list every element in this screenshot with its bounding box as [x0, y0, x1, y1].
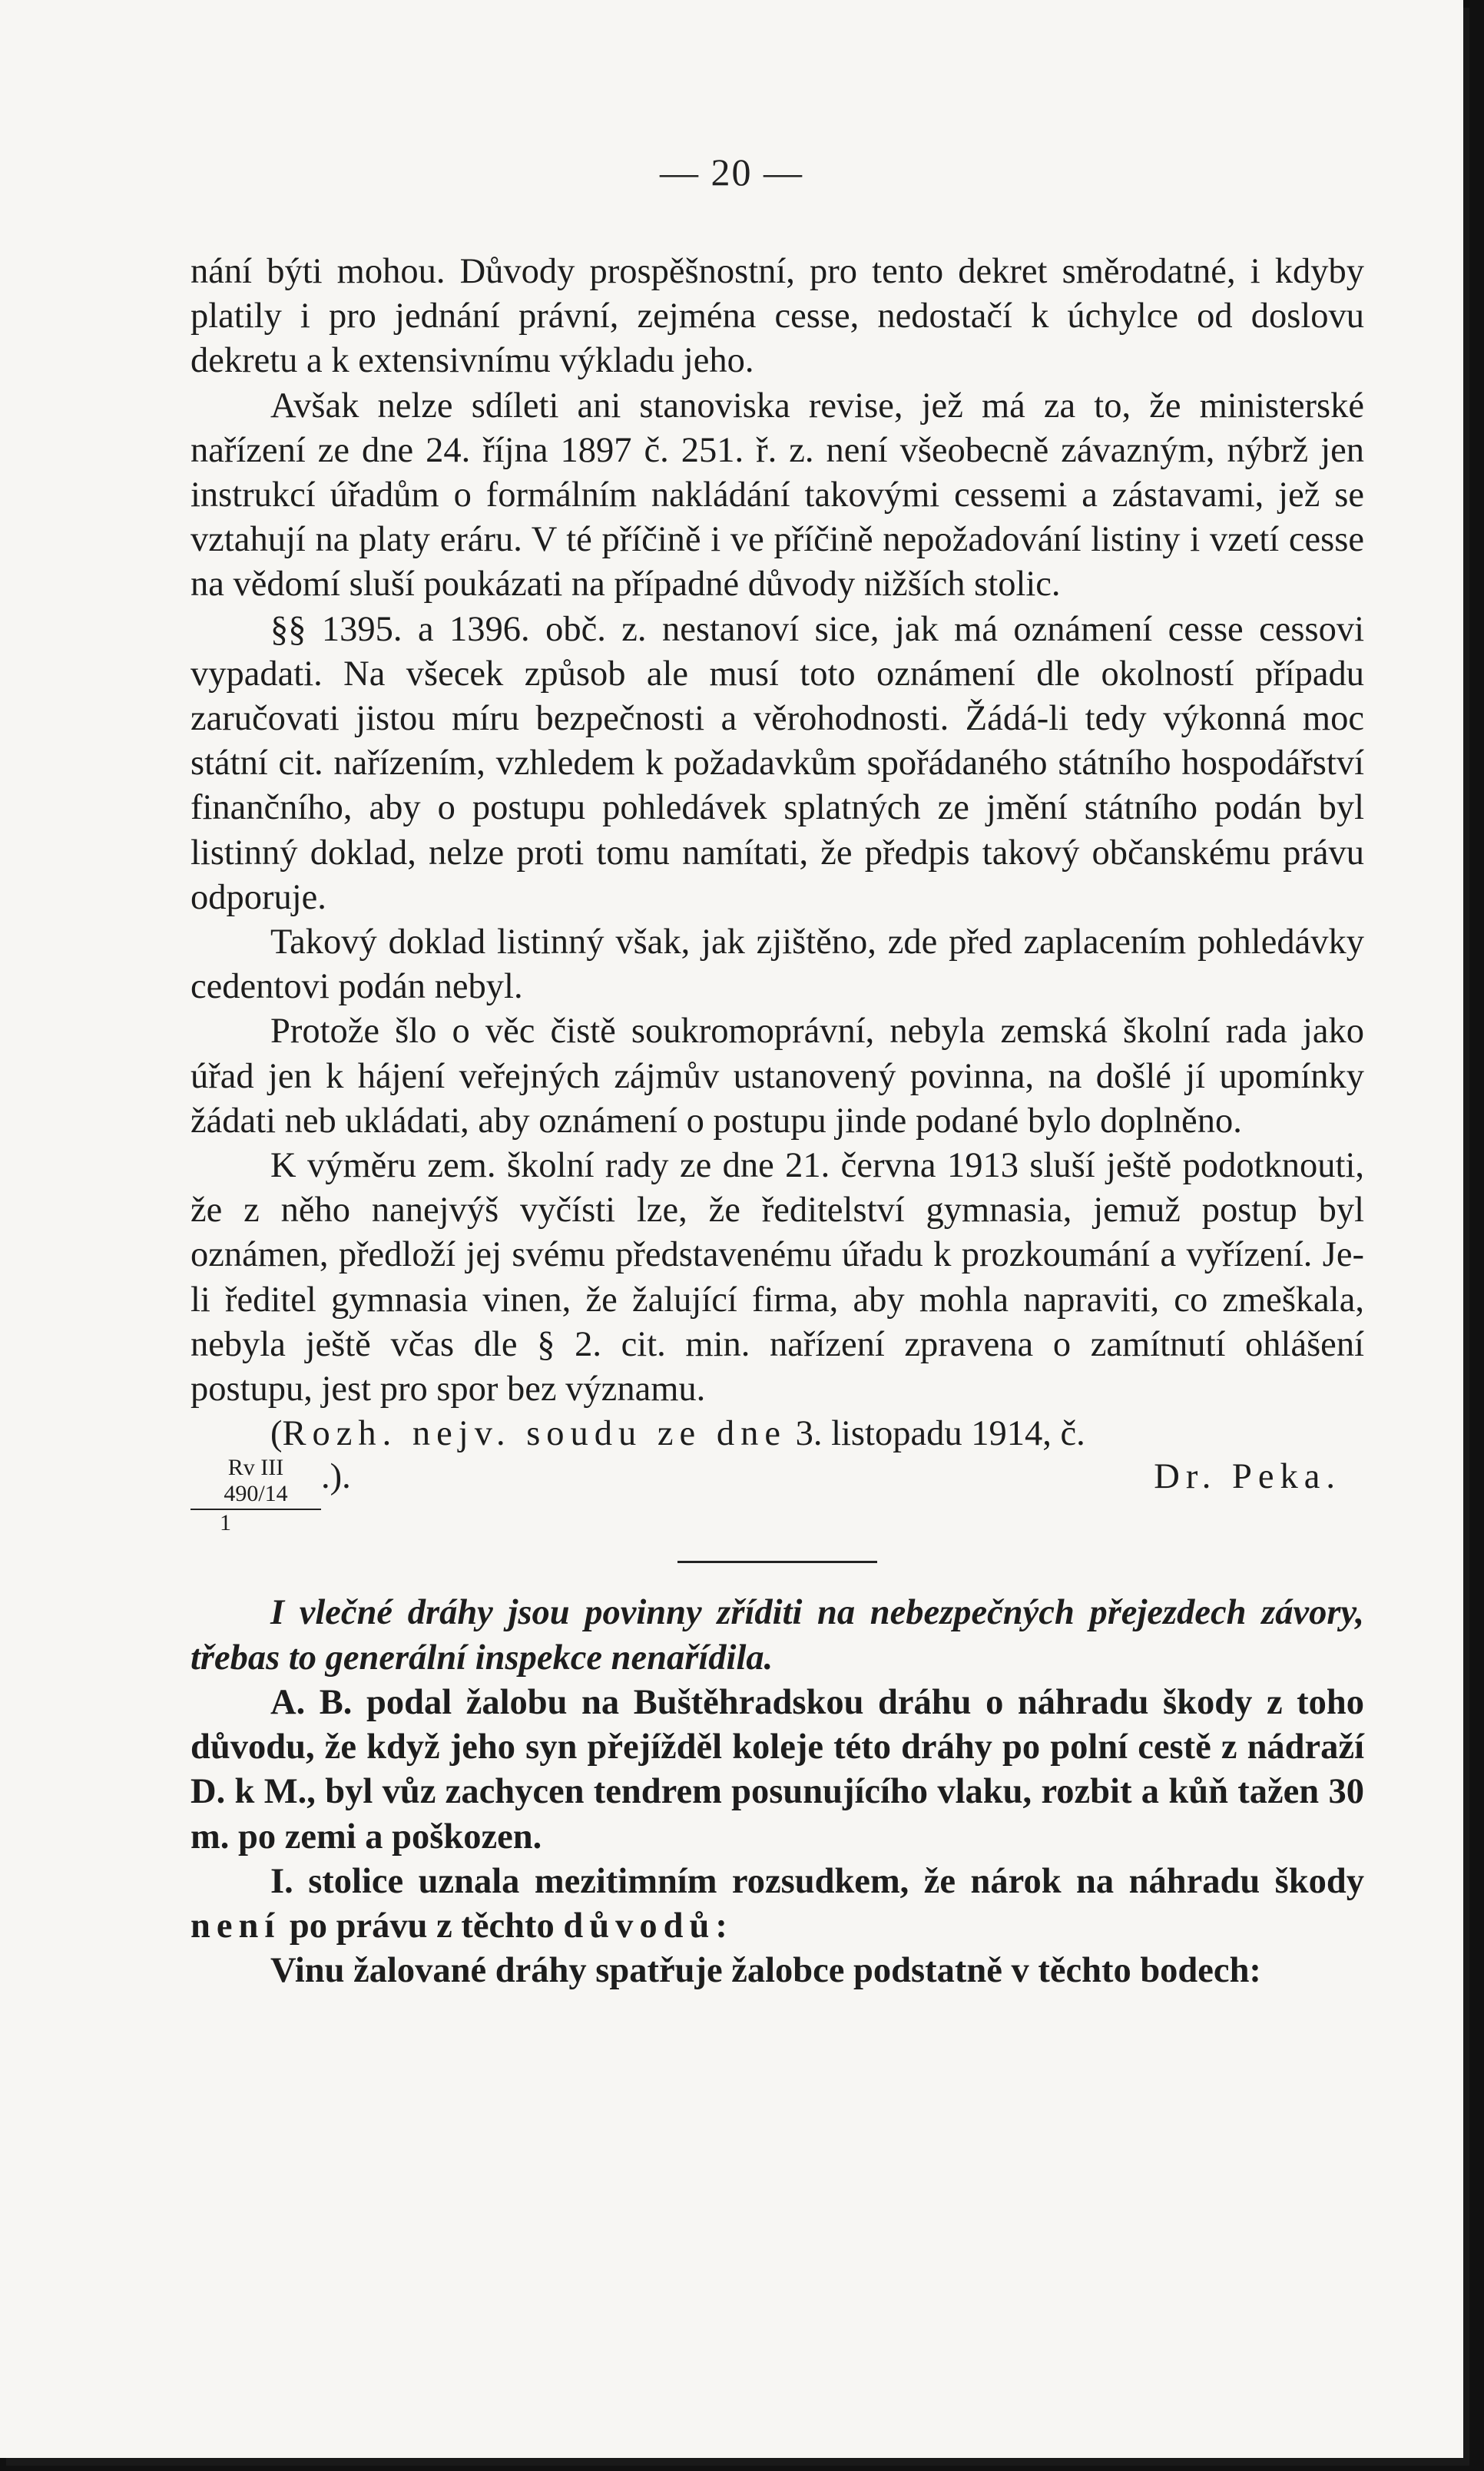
paragraph-first-instance	[190, 1860, 1364, 1949]
citation-close: .).	[321, 1457, 351, 1497]
citation-court: Rozh. nejv. soudu ze dne	[282, 1414, 787, 1454]
paragraph-doklad: Takový doklad listinný však, jak zjištěno, zde před zaplacením pohledávky cedentovi podán nebyl.	[190, 922, 1364, 1007]
paragraph-zaloba: A. B. podal žalobu na Buštěhradskou dráhu o náhradu škody z toho důvodu, že když jeho syn přejížděl koleje této dráhy po polní cestě z nádraží D. k M., byl vůz zachycen tendrem posunujícího vlaku, rozbit a kůň tažen 30 m. po zemi a poškozen.	[190, 1682, 1364, 1857]
paragraph-cesse-notice: §§ 1395. a 1396. obč. z. nestanoví sice, jak má oznámení cesse cessovi vypadati. Na všecek způsob ale musí toto oznámení dle okolností případu zaručovati jistou míru bezpečnosti a věrohodnosti. Žádá-li tedy výkonná moc státní cit. nařízením, vzhledem k požadavkům spořádaného státního hospodářství finančního, aby o postupu pohledávek splatných ze jmění státního podán byl listinný doklad, nelze proti tomu namítati, že předpis takový občanskému právu odporuje.	[190, 609, 1364, 917]
first-instance-spaced-duvodu: důvodů:	[563, 1906, 734, 1946]
paragraph-vina: Vinu žalované dráhy spatřuje žalobce podstatně v těchto bodech:	[270, 1951, 1261, 1991]
citation-open-paren: (	[270, 1414, 283, 1454]
paragraph-skolni-rada: Protože šlo o věc čistě soukromoprávní, nebyla zemská školní rada jako úřad jen k hájení veřejných zájmův ustanovený povinna, na došlé jí upomínky žádati neb ukládati, aby oznámení o postupu jinde podané bylo doplněno.	[190, 1012, 1364, 1141]
case-headnote: I vlečné dráhy jsou povinny zříditi na nebezpečných přejezdech závory, třebas to generální inspekce nenařídila.	[190, 1593, 1364, 1678]
section-divider	[677, 1561, 877, 1563]
page-number: — 20 —	[660, 151, 803, 194]
citation-reference	[190, 1455, 351, 1536]
citation-ref-numerator: Rv III 490/14	[190, 1455, 321, 1510]
first-instance-lead: I. stolice uznala mezitimním rozsudkem, že nárok na náhradu škody	[270, 1861, 1364, 1901]
paragraph-revise: Avšak nelze sdíleti ani stanoviska revise, jež má za to, že ministerské nařízení ze dne 24. října 1897 č. 251. ř. z. není všeobecně závazným, nýbrž jen instrukcí úřadům o formálním nakládání takovými cessemi a zástavami, jež se vztahují na platy eráru. V té příčině i ve příčině nepožadování listiny i vzetí cesse na vědomí sluší poukázati na případné důvody nižších stolic.	[190, 386, 1364, 605]
citation-line-2	[190, 1455, 1364, 1536]
first-instance-mid: po právu z těchto	[289, 1906, 555, 1946]
citation-fraction	[190, 1455, 321, 1536]
paragraph-vymer: K výměru zem. školní rady ze dne 21. června 1913 sluší ještě podotknouti, že z něho nanejvýš vyčísti lze, že ředitelství gymnasia, jemuž postup byl oznámen, předloží jej svému představenému úřadu k prozkoumání a vyřízení. Je-li ředitel gymnasia vinen, že žalující firma, aby mohla napraviti, co zmeškala, nebyla ještě včas dle § 2. cit. min. nařízení zpravena o zamítnutí ohlášení postupu, jest pro spor bez významu.	[190, 1146, 1364, 1409]
citation-ref-denominator: 1	[220, 1510, 231, 1536]
first-instance-spaced-neni: není	[190, 1906, 281, 1946]
page-body	[190, 250, 1364, 1993]
paragraph-continuation: nání býti mohou. Důvody prospěšnostní, pro tento dekret směrodatné, i kdyby platily i pro jednání právní, zejména cesse, nedostačí k úchylce od doslovu dekretu a k extensivnímu výkladu jeho.	[190, 252, 1364, 381]
citation-line-1	[190, 1412, 1364, 1456]
citation-date: 3. listopadu 1914, č.	[795, 1414, 1085, 1454]
judge-signature: Dr. Peka.	[1154, 1457, 1341, 1497]
